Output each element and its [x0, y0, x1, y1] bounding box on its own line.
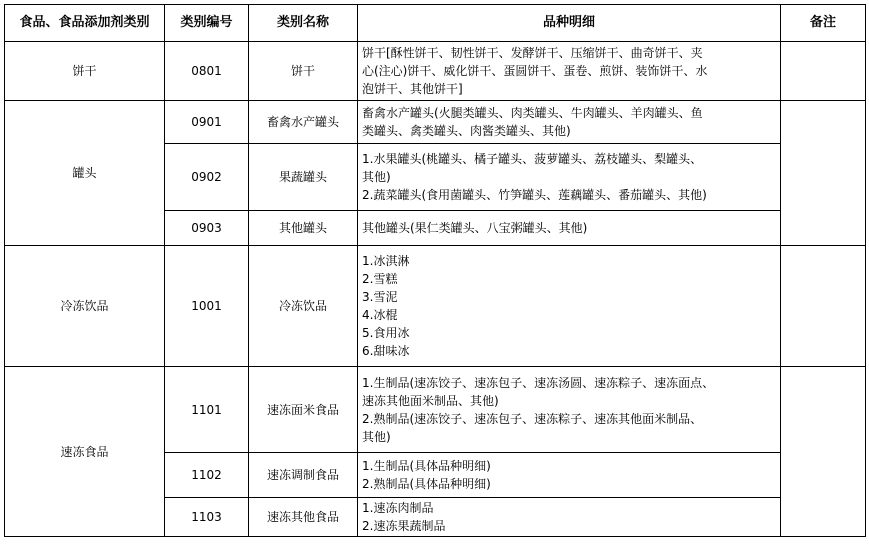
detail-cell — [358, 101, 781, 144]
remark-cell — [781, 367, 866, 537]
detail-cell — [358, 144, 781, 211]
detail-line: 1.生制品(具体品种明细) — [362, 459, 491, 473]
header-food-category: 食品、食品添加剂类别 — [5, 5, 165, 42]
name-cell: 畜禽水产罐头 — [249, 101, 358, 144]
category-cell: 冷冻饮品 — [5, 246, 165, 367]
category-cell: 罐头 — [5, 101, 165, 246]
table-row — [5, 367, 866, 453]
detail-line: 1.冰淇淋 — [362, 254, 410, 268]
detail-line: 1.水果罐头(桃罐头、橘子罐头、菠萝罐头、荔枝罐头、梨罐头、 — [362, 152, 703, 166]
detail-line: 2.熟制品(速冻饺子、速冻包子、速冻粽子、速冻其他面米制品、 — [362, 411, 703, 426]
remark-cell — [781, 246, 866, 367]
code-cell: 0903 — [165, 211, 249, 246]
detail-line: 3.雪泥 — [362, 290, 398, 304]
detail-line: 2.熟制品(具体品种明细) — [362, 477, 491, 491]
detail-cell — [358, 246, 781, 367]
detail-line: 6.甜味冰 — [362, 344, 410, 358]
food-category-table — [4, 4, 866, 537]
detail-line: 其他) — [362, 429, 391, 444]
category-cell: 饼干 — [5, 42, 165, 101]
remark-cell — [781, 42, 866, 101]
header-name: 类别名称 — [249, 5, 358, 42]
table-row — [5, 42, 866, 101]
detail-line: 其他罐头(果仁类罐头、八宝粥罐头、其他) — [362, 221, 588, 235]
detail-cell — [358, 453, 781, 498]
detail-cell — [358, 211, 781, 246]
header-row — [5, 5, 866, 42]
detail-line: 4.冰棍 — [362, 308, 398, 322]
code-cell: 0901 — [165, 101, 249, 144]
name-cell: 速冻面米食品 — [249, 367, 358, 453]
name-cell: 速冻调制食品 — [249, 453, 358, 498]
code-cell: 1101 — [165, 367, 249, 453]
detail-line: 心(注心)饼干、威化饼干、蛋圆饼干、蛋卷、煎饼、装饰饼干、水 — [362, 64, 708, 78]
detail-cell — [358, 42, 781, 101]
header-detail: 品种明细 — [358, 5, 781, 42]
code-cell: 1103 — [165, 498, 249, 537]
name-cell: 果蔬罐头 — [249, 144, 358, 211]
category-cell: 速冻食品 — [5, 367, 165, 537]
detail-line: 畜禽水产罐头(火腿类罐头、肉类罐头、牛肉罐头、羊肉罐头、鱼 — [362, 106, 703, 120]
detail-line: 1.生制品(速冻饺子、速冻包子、速冻汤圆、速冻粽子、速冻面点、 — [362, 375, 715, 390]
code-cell: 0902 — [165, 144, 249, 211]
table-row — [5, 101, 866, 144]
detail-line: 其他) — [362, 170, 391, 184]
detail-line: 泡饼干、其他饼干] — [362, 82, 463, 96]
name-cell: 其他罐头 — [249, 211, 358, 246]
code-cell: 0801 — [165, 42, 249, 101]
name-cell: 冷冻饮品 — [249, 246, 358, 367]
detail-line: 2.雪糕 — [362, 272, 398, 286]
detail-line: 1.速冻肉制品 — [362, 501, 434, 515]
code-cell: 1102 — [165, 453, 249, 498]
remark-cell — [781, 101, 866, 246]
detail-line: 速冻其他面米制品、其他) — [362, 393, 499, 408]
detail-line: 饼干[酥性饼干、韧性饼干、发酵饼干、压缩饼干、曲奇饼干、夹 — [362, 46, 703, 60]
table-row — [5, 246, 866, 367]
detail-line: 类罐头、禽类罐头、肉酱类罐头、其他) — [362, 124, 571, 138]
detail-cell — [358, 367, 781, 453]
detail-line: 2.蔬菜罐头(食用菌罐头、竹笋罐头、莲藕罐头、番茄罐头、其他) — [362, 188, 707, 202]
header-remark: 备注 — [781, 5, 866, 42]
name-cell: 饼干 — [249, 42, 358, 101]
code-cell: 1001 — [165, 246, 249, 367]
name-cell: 速冻其他食品 — [249, 498, 358, 537]
detail-cell — [358, 498, 781, 537]
header-code: 类别编号 — [165, 5, 249, 42]
detail-line: 2.速冻果蔬制品 — [362, 519, 446, 533]
detail-line: 5.食用冰 — [362, 326, 410, 340]
